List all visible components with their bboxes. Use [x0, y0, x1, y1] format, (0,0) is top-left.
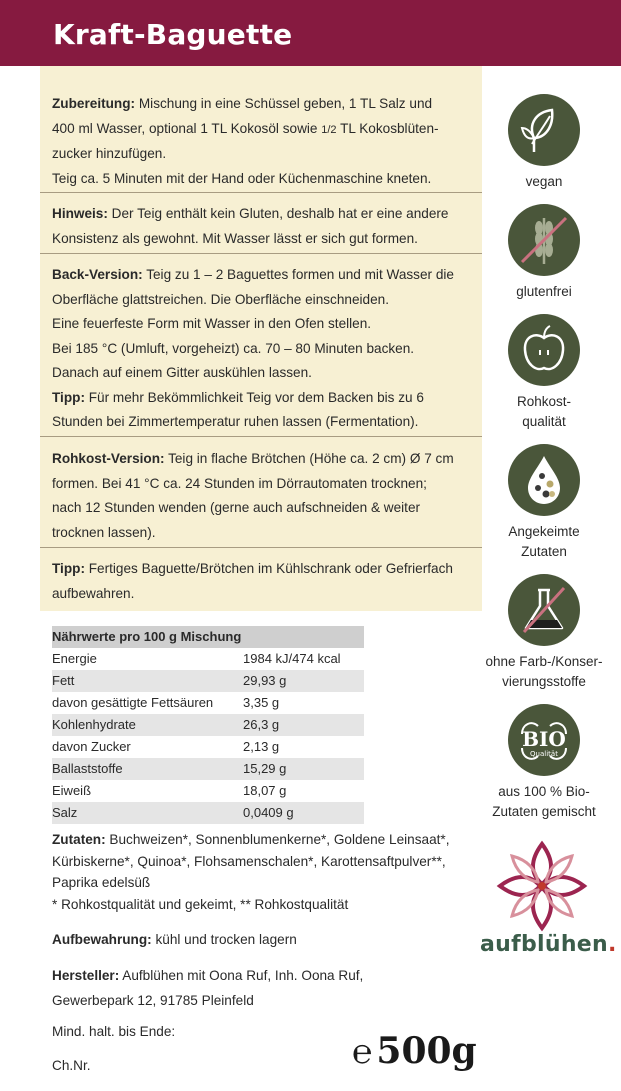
back-line5: Danach auf einem Gitter auskühlen lassen. — [52, 365, 312, 380]
zutaten-line2: Kürbiskerne*, Quinoa*, Flohsamenschalen*, Karottensaftpulver**, — [52, 853, 446, 869]
nutrition-header-text: Nährwerte pro 100 g Mischung — [52, 629, 242, 644]
zutaten-footnote: * Rohkostqualität und gekeimt, ** Rohkostqualität — [52, 896, 349, 912]
tipp-line2: aufbewahren. — [52, 585, 135, 601]
caption-line: aus 100 % Bio- — [498, 784, 590, 799]
product-title: Kraft-Baguette — [53, 18, 293, 51]
caption-line: Rohkost- — [516, 394, 572, 409]
nutrient-name: Kohlenhydrate — [52, 717, 136, 732]
back-line4: Bei 185 °C (Umluft, vorgeheizt) ca. 70 – 80 Minuten backen. — [52, 340, 415, 356]
batch-number-label: Ch.Nr. — [52, 1058, 91, 1073]
gluten-free-icon — [508, 204, 580, 276]
back-version-section — [52, 263, 472, 435]
nutrient-value: 18,07 g — [243, 783, 287, 798]
back-label: Back-Version: — [52, 267, 143, 282]
nutrient-value: 3,35 g — [243, 695, 280, 710]
rohkost-line4: trocknen lassen). — [52, 524, 156, 540]
hersteller-line2: Gewerbepark 12, 91785 Pleinfeld — [52, 993, 254, 1008]
hinweis-line2: Konsistenz als gewohnt. Mit Wasser lässt er sich gut formen. — [52, 230, 418, 246]
zutaten-label: Zutaten: — [52, 832, 106, 847]
back-line2: Oberfläche glattstreichen. Die Oberfläche einschneiden. — [52, 291, 390, 307]
back-line3: Eine feuerfeste Form mit Wasser in den Ofen stellen. — [52, 316, 372, 331]
vegan-caption — [474, 172, 614, 192]
bio-caption — [474, 782, 614, 822]
table-row — [52, 736, 364, 758]
nutrient-name: Eiweiß — [52, 783, 92, 798]
nutrient-name: Fett — [52, 673, 75, 688]
leaf-icon — [508, 94, 580, 166]
apple-icon — [508, 314, 580, 386]
bio-word: BIO — [522, 727, 566, 751]
table-row — [52, 802, 364, 824]
back-line1: Teig zu 1 – 2 Baguettes formen und mit Wasser die — [142, 267, 454, 282]
sprout-drop-icon — [508, 444, 580, 516]
zubereitung-line1: Mischung in eine Schüssel geben, 1 TL Salz und — [135, 96, 433, 111]
zubereitung-line3: zucker hinzufügen. — [52, 146, 167, 161]
bio-sub: Qualität — [530, 750, 558, 758]
zubereitung-line2b: TL Kokosblüten- — [336, 120, 439, 136]
divider — [40, 192, 482, 193]
caption-line: Zutaten gemischt — [492, 804, 596, 819]
caption-line: qualität — [522, 414, 566, 429]
nutrient-value: 0,0409 g — [243, 805, 294, 820]
nutrient-value: 2,13 g — [243, 739, 280, 754]
hinweis-label: Hinweis: — [52, 206, 108, 221]
nutrient-name: Salz — [52, 805, 78, 820]
tipp-label: Tipp: — [52, 561, 85, 576]
hersteller-label: Hersteller: — [52, 968, 120, 983]
aufbewahrung-section — [52, 929, 472, 951]
ohne-farb-caption — [474, 652, 614, 692]
header-bar — [0, 0, 621, 66]
estimated-sign-icon: ℮ — [352, 1032, 373, 1072]
rohkost-caption — [474, 392, 614, 432]
table-row — [52, 714, 364, 736]
rohkost-line1: Teig in flache Brötchen (Höhe ca. 2 cm) Ø 7 cm — [164, 451, 454, 466]
back-tipp-line2: Stunden bei Zimmertemperatur ruhen lassen (Fermentation). — [52, 414, 419, 429]
nutrient-value: 1984 kJ/474 kcal — [243, 651, 341, 666]
caption-line: glutenfrei — [516, 284, 572, 299]
divider — [40, 547, 482, 548]
rohkost-line3: nach 12 Stunden wenden (gerne auch aufschneiden & weiter — [52, 500, 421, 515]
instructions-panel — [40, 66, 482, 611]
nutrient-name: davon gesättigte Fettsäuren — [52, 695, 214, 710]
nutrient-value: 29,93 g — [243, 673, 287, 688]
back-tipp-label: Tipp: — [52, 389, 85, 405]
zubereitung-label: Zubereitung: — [52, 96, 136, 111]
divider — [40, 253, 482, 254]
mhd-label: Mind. halt. bis Ende: — [52, 1024, 176, 1039]
no-additives-icon — [508, 574, 580, 646]
zutaten-section — [52, 829, 472, 915]
net-weight — [352, 1030, 492, 1072]
table-row — [52, 758, 364, 780]
tipp-line1: Fertiges Baguette/Brötchen im Kühlschrank oder Gefrierfach — [84, 561, 453, 576]
zutaten-line3: Paprika edelsüß — [52, 875, 151, 890]
table-row — [52, 780, 364, 802]
brand-logo — [480, 932, 617, 957]
hinweis-section — [52, 202, 472, 251]
caption-line: Zutaten — [521, 544, 567, 559]
zubereitung-line4: Teig ca. 5 Minuten mit der Hand oder Küchenmaschine kneten. — [52, 170, 432, 186]
rohkost-line2: formen. Bei 41 °C ca. 24 Stunden im Dörrautomaten trocknen; — [52, 475, 427, 491]
zubereitung-section — [52, 92, 472, 191]
zutaten-line1: Buchweizen*, Sonnenblumenkerne*, Goldene Leinsaat*, — [105, 832, 450, 847]
caption-line: ohne Farb-/Konser- — [485, 654, 603, 669]
weight-value: 500g — [376, 1030, 477, 1072]
back-tipp-line1: Für mehr Bekömmlichkeit Teig vor dem Backen bis zu 6 — [84, 389, 424, 405]
hersteller-section — [52, 963, 472, 1013]
logo-dot: . — [607, 932, 617, 957]
rohkost-version-section — [52, 447, 472, 545]
nutrient-value: 26,3 g — [243, 717, 280, 732]
bio-icon — [508, 704, 580, 776]
angekeimt-caption — [474, 522, 614, 562]
fraction-half: 1/2 — [321, 123, 337, 136]
nutrition-header — [52, 626, 364, 648]
zubereitung-line2a: 400 ml Wasser, optional 1 TL Kokosöl sowie — [52, 120, 322, 136]
aufbewahrung-text: kühl und trocken lagern — [151, 932, 297, 947]
caption-line: vierungsstoffe — [502, 674, 586, 689]
nutrient-name: Ballaststoffe — [52, 761, 123, 776]
flower-logo-icon — [492, 836, 592, 936]
caption-line: vegan — [525, 174, 563, 189]
caption-line: Angekeimte — [508, 524, 580, 539]
glutenfrei-caption — [474, 282, 614, 302]
divider — [40, 436, 482, 437]
table-row — [52, 670, 364, 692]
hersteller-line1: Aufblühen mit Oona Ruf, Inh. Oona Ruf, — [119, 968, 364, 983]
hinweis-line1: Der Teig enthält kein Gluten, deshalb hat er eine andere — [107, 206, 449, 221]
nutrient-name: davon Zucker — [52, 739, 131, 754]
logo-text: aufblühen — [480, 932, 608, 957]
rohkost-label: Rohkost-Version: — [52, 451, 165, 466]
nutrient-value: 15,29 g — [243, 761, 287, 776]
tipp-section — [52, 557, 472, 606]
table-row — [52, 692, 364, 714]
aufbewahrung-label: Aufbewahrung: — [52, 932, 152, 947]
nutrient-name: Energie — [52, 651, 97, 666]
table-row — [52, 648, 364, 670]
